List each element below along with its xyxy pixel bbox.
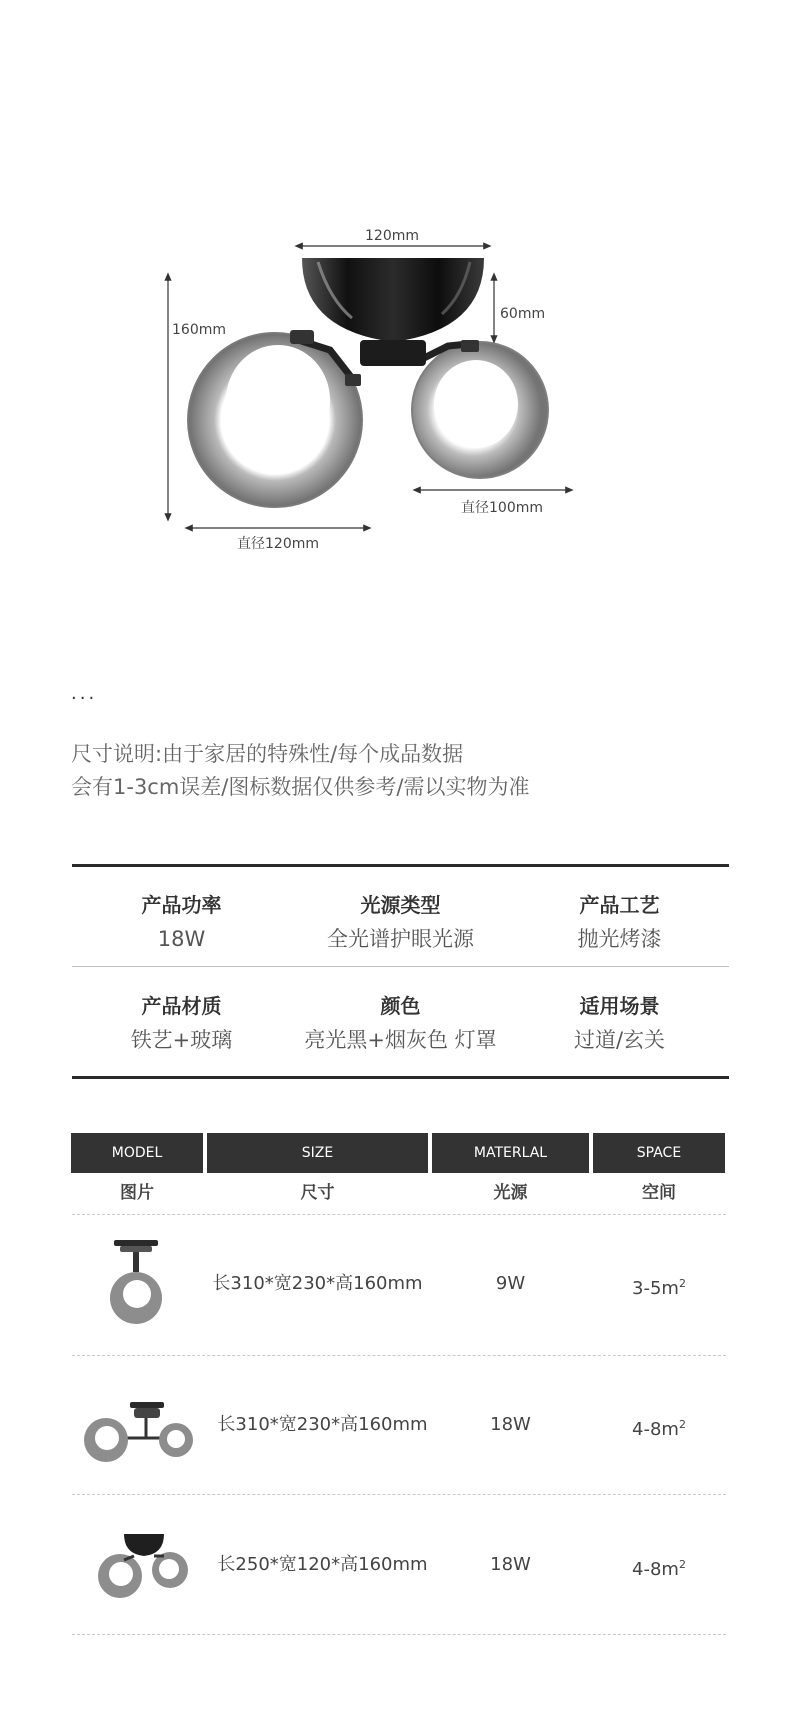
row-divider bbox=[72, 1214, 726, 1215]
spec-label: 产品功率 bbox=[141, 893, 222, 917]
spec-craft bbox=[510, 892, 729, 954]
header-material: MATERLAL bbox=[432, 1133, 589, 1173]
row-light: 18W bbox=[490, 1414, 531, 1435]
spec-light-source bbox=[291, 892, 510, 954]
dim-canopy-height: 60mm bbox=[500, 306, 546, 322]
spec-label: 产品工艺 bbox=[579, 893, 660, 917]
spec-value: 抛光烤漆 bbox=[577, 927, 662, 951]
row-divider bbox=[72, 1355, 726, 1356]
header-model: MODEL bbox=[71, 1133, 203, 1173]
dim-height: 160mm bbox=[172, 322, 226, 338]
row-size: 长310*宽230*高160mm bbox=[217, 1414, 428, 1435]
row-divider bbox=[72, 1494, 726, 1495]
spec-top-rule bbox=[72, 864, 729, 867]
spec-material bbox=[72, 993, 291, 1055]
subheader-size: 尺寸 bbox=[300, 1183, 335, 1203]
thumb-canopy-double-shade bbox=[94, 1530, 194, 1602]
header-space: SPACE bbox=[593, 1133, 725, 1173]
dim-left-diameter: 直径120mm bbox=[237, 536, 319, 552]
spec-mid-rule bbox=[72, 966, 729, 967]
row-space: $3-5m^2$ bbox=[632, 1277, 686, 1299]
row-space: $4-8m^2$ bbox=[632, 1558, 686, 1580]
product-dimension-diagram bbox=[0, 0, 790, 620]
spec-bottom-rule bbox=[72, 1076, 729, 1079]
spec-label: 适用场景 bbox=[579, 994, 660, 1018]
spec-value: 铁艺+玻璃 bbox=[130, 1028, 233, 1052]
row-light: 18W bbox=[490, 1554, 531, 1575]
row-light: 9W bbox=[495, 1273, 526, 1294]
header-size: SIZE bbox=[207, 1133, 428, 1173]
row-space: $4-8m^2$ bbox=[632, 1418, 686, 1440]
ellipsis-dots: ··· bbox=[71, 688, 98, 709]
dim-top-width: 120mm bbox=[365, 228, 419, 244]
spec-power bbox=[72, 892, 291, 954]
row-size: 长250*宽120*高160mm bbox=[217, 1554, 428, 1575]
right-glass-shade bbox=[412, 342, 548, 478]
spec-value: 18W bbox=[157, 927, 206, 951]
row-divider bbox=[72, 1634, 726, 1635]
spec-value: 亮光黑+烟灰色 灯罩 bbox=[304, 1028, 497, 1052]
thumb-single-shade bbox=[100, 1238, 172, 1330]
row-size: 长310*宽230*高160mm bbox=[212, 1273, 423, 1294]
thumb-double-shade bbox=[76, 1400, 200, 1464]
spec-scene bbox=[510, 993, 729, 1055]
spec-color bbox=[291, 993, 510, 1055]
spec-value: 过道/玄关 bbox=[573, 1028, 666, 1052]
subheader-image: 图片 bbox=[120, 1183, 154, 1203]
spec-label: 产品材质 bbox=[141, 994, 222, 1018]
subheader-light: 光源 bbox=[493, 1183, 528, 1203]
spec-label: 颜色 bbox=[380, 994, 421, 1018]
spec-label: 光源类型 bbox=[360, 893, 441, 917]
size-note-line-2: 会有1-3cm误差/图标数据仅供参考/需以实物为准 bbox=[71, 775, 530, 799]
dim-right-diameter: 直径100mm bbox=[461, 500, 543, 516]
subheader-space: 空间 bbox=[642, 1183, 676, 1203]
spec-value: 全光谱护眼光源 bbox=[327, 927, 474, 951]
size-note-line-1: 尺寸说明:由于家居的特殊性/每个成品数据 bbox=[71, 742, 464, 766]
